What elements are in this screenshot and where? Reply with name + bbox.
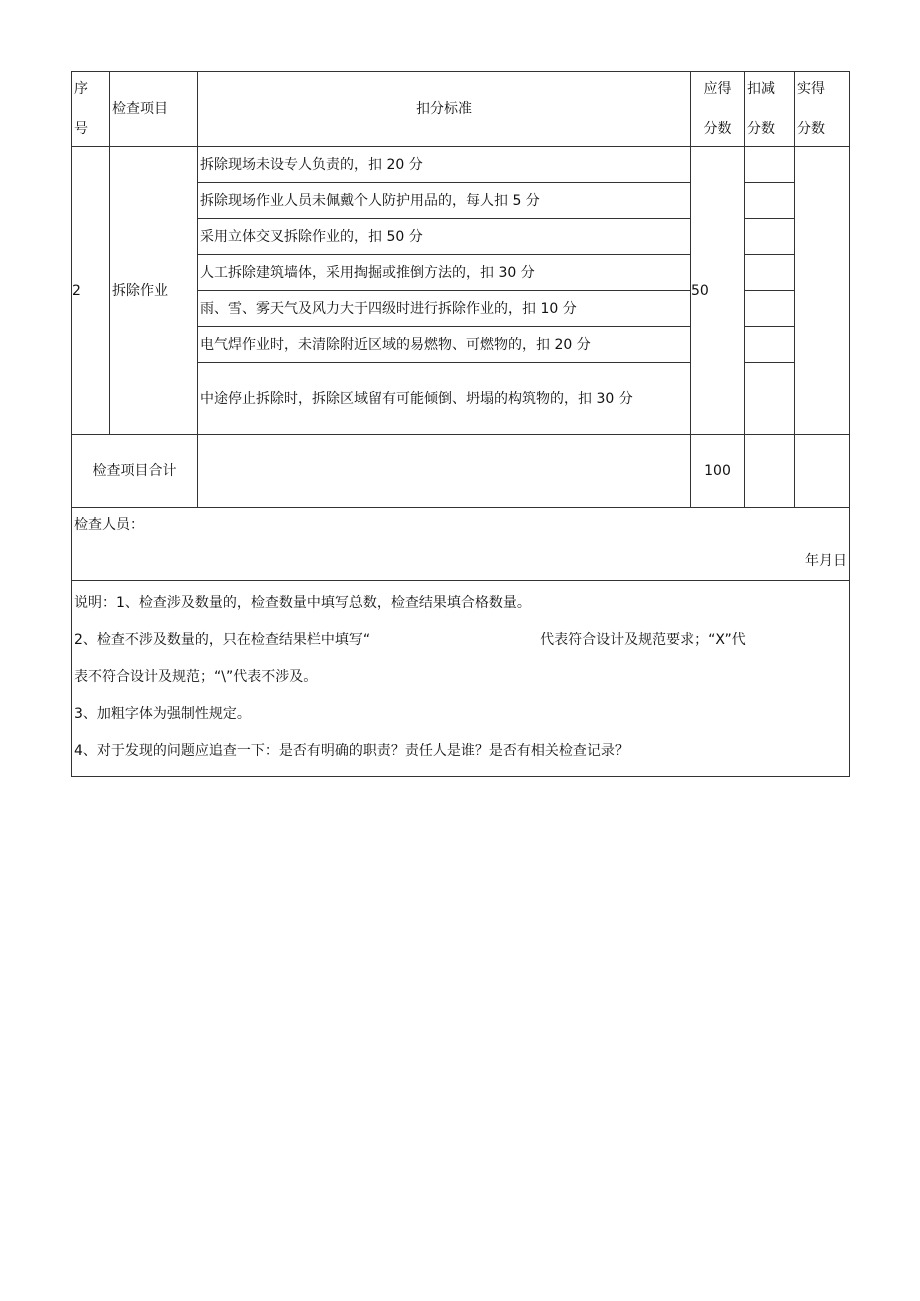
header-deduct-line2: 分数 <box>747 121 775 137</box>
header-item: 检查项目 <box>110 72 198 147</box>
inspection-table <box>71 71 850 777</box>
header-standard: 扣分标准 <box>198 72 691 147</box>
criterion <box>198 291 691 327</box>
note-line-1: 说明：1、检查涉及数量的，检查数量中填写总数，检查结果填合格数量。 <box>74 595 531 611</box>
header-seq-line2: 号 <box>74 121 88 137</box>
note-line-3: 表不符合设计及规范；“\”代表不涉及。 <box>74 669 318 685</box>
criterion <box>198 363 691 435</box>
note-line-2-start: 2、检查不涉及数量的，只在检查结果栏中填写“ <box>74 632 371 648</box>
note-line-4: 3、加粗字体为强制性规定。 <box>74 706 251 722</box>
header-actual-line1: 实得 <box>797 81 825 97</box>
total-actual-cell[interactable] <box>795 435 850 508</box>
deduct-cell[interactable] <box>745 327 795 363</box>
inspection-form <box>71 71 849 777</box>
header-row <box>72 72 850 147</box>
total-standard-cell <box>198 435 691 508</box>
inspector-cell <box>72 508 850 581</box>
deduct-cell[interactable] <box>745 255 795 291</box>
notes-cell <box>72 581 850 777</box>
header-actual-line2: 分数 <box>797 121 825 137</box>
criterion <box>198 147 691 183</box>
header-deduct-score <box>745 72 795 147</box>
header-should-score <box>691 72 745 147</box>
deduct-cell[interactable] <box>745 147 795 183</box>
note-line-5: 4、对于发现的问题应追查一下：是否有明确的职责？责任人是谁？是否有相关检查记录？ <box>74 743 629 759</box>
inspector-label: 检查人员： <box>74 517 144 533</box>
section-number: 2 <box>72 147 110 435</box>
notes-row <box>72 581 850 777</box>
deduct-cell[interactable] <box>745 219 795 255</box>
criterion-text: 人工拆除建筑墙体，采用掏掘或推倒方法的，扣 30 分 <box>200 264 535 281</box>
header-should-line2: 分数 <box>703 121 732 137</box>
section-actual-score-cell[interactable] <box>795 147 850 435</box>
criterion-text: 雨、雪、雾天气及风力大于四级时进行拆除作业的，扣 10 分 <box>200 300 577 317</box>
criteria-row <box>72 147 850 183</box>
criterion <box>198 219 691 255</box>
criterion-text: 电气焊作业时，未清除附近区域的易燃物、可燃物的，扣 20 分 <box>200 336 591 353</box>
header-should-line1: 应得 <box>703 81 732 97</box>
criterion <box>198 327 691 363</box>
deduct-cell[interactable] <box>745 183 795 219</box>
total-should-score: 100 <box>691 435 745 508</box>
note-line-2-end: 代表符合设计及规范要求；“X”代 <box>540 632 746 648</box>
deduct-cell[interactable] <box>745 363 795 435</box>
note-line-2 <box>74 622 847 659</box>
section-name: 拆除作业 <box>110 147 198 435</box>
criterion <box>198 255 691 291</box>
criterion-text: 采用立体交叉拆除作业的，扣 50 分 <box>200 228 423 245</box>
criterion-text: 拆除现场未设专人负责的，扣 20 分 <box>200 156 423 173</box>
header-seq-line1: 序 <box>74 81 88 97</box>
inspector-row <box>72 508 850 581</box>
criterion <box>198 183 691 219</box>
total-deduct-cell[interactable] <box>745 435 795 508</box>
criterion-text: 中途停止拆除时，拆除区域留有可能倾倒、坍塌的构筑物的，扣 30 分 <box>200 390 633 407</box>
total-label: 检查项目合计 <box>72 435 198 508</box>
header-actual-score <box>795 72 850 147</box>
inspection-date: 年月日 <box>805 553 847 569</box>
total-row <box>72 435 850 508</box>
deduct-cell[interactable] <box>745 291 795 327</box>
header-seq <box>72 72 110 147</box>
section-should-score: 50 <box>691 147 745 435</box>
header-deduct-line1: 扣减 <box>747 81 775 97</box>
criterion-text: 拆除现场作业人员未佩戴个人防护用品的，每人扣 5 分 <box>200 192 540 209</box>
